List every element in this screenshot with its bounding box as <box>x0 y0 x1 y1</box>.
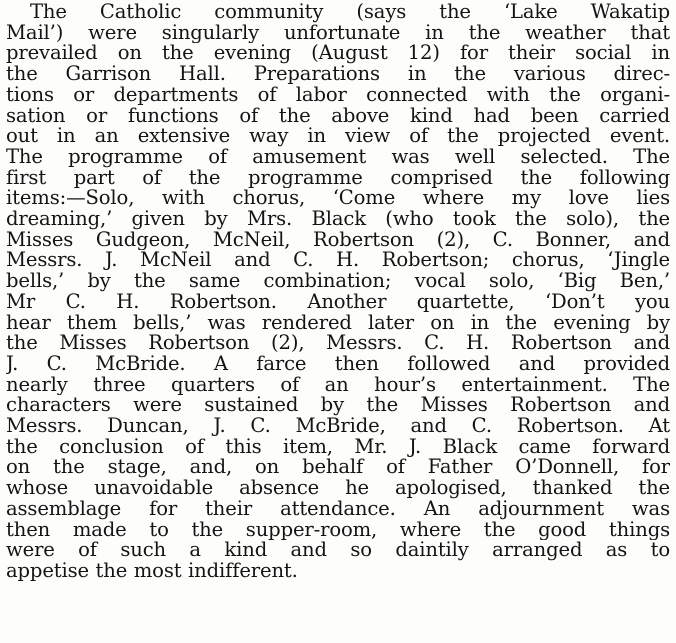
article-line: whose unavoidable absence he apologised, thanked the <box>6 478 670 499</box>
article-line: the conclusion of this item, Mr. J. Black came forward <box>6 436 670 458</box>
article-line: hear them bells,’ was rendered later on in the evening by <box>6 312 670 334</box>
article-line: Misses Gudgeon, McNeil, Robertson (2), C. Bonner, and <box>6 229 670 251</box>
article-line: the Garrison Hall. Preparations in the various direc- <box>6 64 670 85</box>
article-line: Mail’) were singularly unfortunate in the weather that <box>6 22 670 44</box>
article-line: the Misses Robertson (2), Messrs. C. H. Robertson and <box>6 333 670 354</box>
article-line: appetise the most indifferent. <box>6 560 298 582</box>
article-line: The programme of amusement was well selected. The <box>6 146 670 168</box>
article-line: Messrs. Duncan, J. C. McBride, and C. Robertson. At <box>6 416 670 437</box>
article-line: dreaming,’ given by Mrs. Black (who took the solo), the <box>6 209 670 230</box>
article-line: then made to the supper-room, where the good things <box>6 519 670 541</box>
article-line: were of such a kind and so daintily arranged as to <box>6 540 670 561</box>
article-line: characters were sustained by the Misses Robertson and <box>6 395 670 417</box>
article-line: items:—Solo, with chorus, ‘Come where my love lies <box>6 188 670 210</box>
article-paragraph <box>6 0 670 582</box>
article-line: first part of the programme comprised the following <box>6 167 670 189</box>
article-line: out in an extensive way in view of the projected event. <box>6 126 670 147</box>
article-line: assemblage for their attendance. An adjournment was <box>6 498 670 520</box>
article-line: bells,’ by the same combination; vocal solo, ‘Big Ben,’ <box>6 271 670 292</box>
article-line: The Catholic community (says the ‘Lake Wakatip <box>30 2 670 23</box>
article-line: Mr C. H. Robertson. Another quartette, ‘Don’t you <box>6 291 670 313</box>
article-line: on the stage, and, on behalf of Father O’Donnell, for <box>6 457 670 479</box>
article-line: prevailed on the evening (August 12) for their social in <box>6 43 670 65</box>
article-line: sation or functions of the above kind had been carried <box>6 105 670 127</box>
article-line: Messrs. J. McNeil and C. H. Robertson; chorus, ‘Jingle <box>6 250 670 272</box>
article-line: J. C. McBride. A farce then followed and provided <box>6 353 670 375</box>
article-line: tions or departments of labor connected with the organi- <box>6 84 670 106</box>
article-line: nearly three quarters of an hour’s entertainment. The <box>6 374 670 396</box>
